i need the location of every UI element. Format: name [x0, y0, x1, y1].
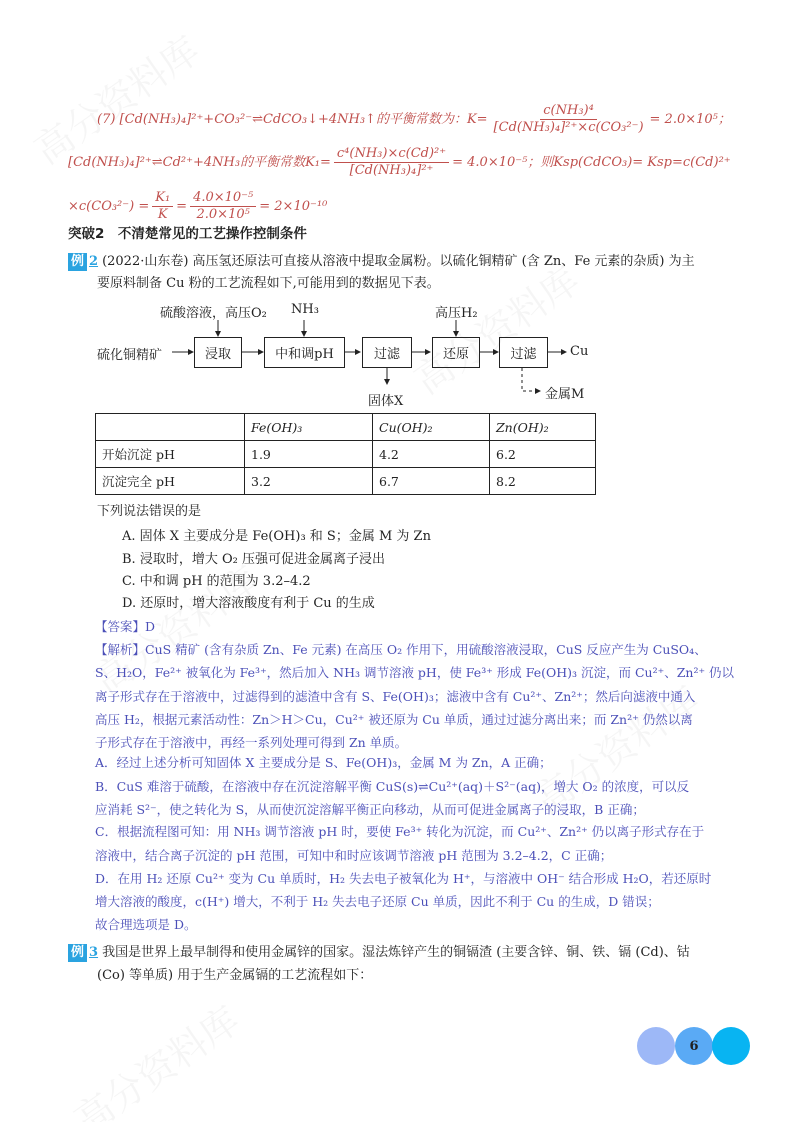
answer: 【答案】D — [95, 619, 156, 634]
table-row — [96, 468, 596, 495]
denominator: 2.0×10⁵ — [196, 207, 250, 222]
flow-metal-m: 金属M — [545, 387, 585, 402]
analysis-line: 增大溶液的酸度，c(H⁺) 增大，不利于 H₂ 失去电子还原 Cu 单质，因此不利于 Cu 的生成，D 错误； — [95, 894, 660, 909]
flow-solid-x: 固体X — [368, 394, 404, 409]
example-3-line-1 — [68, 944, 690, 962]
numerator: c⁴(NH₃)×c(Cd)²⁺ — [334, 146, 449, 163]
example-badge: 例 — [68, 253, 87, 271]
table-row — [96, 441, 596, 468]
analysis-line: 高压 H₂，根据元素活动性：Zn＞H＞Cu，Cu²⁺ 被还原为 Cu 单质，通过过滤分离出来；而 Zn²⁺ 仍然以离 — [95, 712, 693, 727]
option-d: D. 还原时，增大溶液酸度有利于 Cu 的生成 — [122, 596, 375, 611]
analysis-line: B．CuS 难溶于硫酸，在溶液中存在沉淀溶解平衡 CuS(s)⇌Cu²⁺(aq)＋S²⁻(aq)，增大 O₂ 的浓度，可以反 — [95, 779, 690, 794]
option-c: C. 中和调 pH 的范围为 3.2–4.2 — [122, 574, 311, 589]
example-text: (2022·山东卷) 高压氢还原法可直接从溶液中提取金属粉。以硫化铜精矿 (含 Zn、Fe 元素的杂质) 为主 — [102, 254, 695, 269]
table-header — [96, 414, 245, 441]
analysis-line: S、H₂O，Fe²⁺ 被氧化为 Fe³⁺，然后加入 NH₃ 调节溶液 pH，使 Fe³⁺ 形成 Fe(OH)₃ 沉淀，而 Cu²⁺、Zn²⁺ 仍以 — [95, 665, 735, 680]
page-dot-decoration — [637, 1027, 675, 1065]
flow-step-leach: 浸取 — [194, 337, 242, 368]
flow-step-neutralize: 中和调pH — [264, 337, 345, 368]
analysis-line: 离子形式存在于溶液中，过滤得到的滤渣中含有 S、Fe(OH)₃；滤液中含有 Cu²⁺、Zn²⁺；然后向滤液中通入 — [95, 689, 696, 704]
example-badge: 例 — [68, 944, 87, 962]
analysis-line: 应消耗 S²⁻，使之转化为 S，从而使沉淀溶解平衡正向移动，从而可促进金属离子的浸取，B 正确； — [95, 802, 645, 817]
option-a: A. 固体 X 主要成分是 Fe(OH)₃ 和 S；金属 M 为 Zn — [122, 529, 431, 544]
analysis-line: D．在用 H₂ 还原 Cu²⁺ 变为 Cu 单质时，H₂ 失去电子被氧化为 H⁺，与溶液中 OH⁻ 结合形成 H₂O，若还原时 — [95, 871, 712, 886]
numerator: c(NH₃)⁴ — [540, 103, 597, 120]
flow-reagent-h2: 高压H₂ — [435, 306, 478, 321]
formula-text: = 2.0×10⁵； — [649, 112, 731, 127]
numerator: 4.0×10⁻⁵ — [190, 190, 256, 207]
example-number: 3 — [89, 945, 99, 960]
table-cell: 沉淀完全 pH — [96, 468, 245, 495]
table-header: Fe(OH)₃ — [245, 414, 373, 441]
example-text: 我国是世界上最早制得和使用金属锌的国家。湿法炼锌产生的铜镉渣 (主要含锌、铜、铁、镉 (Cd)、钴 — [102, 945, 690, 960]
table-header-row — [96, 414, 596, 441]
watermark — [61, 990, 248, 1122]
flow-product-cu: Cu — [570, 344, 589, 359]
table-header: Cu(OH)₂ — [373, 414, 490, 441]
page-number: 6 — [675, 1027, 713, 1065]
formula-text: = 2×10⁻¹⁰ — [259, 199, 328, 214]
example-3-line-2: (Co) 等单质) 用于生产金属镉的工艺流程如下： — [97, 968, 373, 983]
analysis-line: C．根据流程图可知：用 NH₃ 调节溶液 pH 时，要使 Fe³⁺ 转化为沉淀，而 Cu²⁺、Zn²⁺ 仍以离子形式存在于 — [95, 824, 705, 839]
formula-text: [Cd(NH₃)₄]²⁺⇌Cd²⁺+4NH₃的平衡常数K₁= — [68, 155, 331, 170]
section-heading: 突破2 不清楚常见的工艺操作控制条件 — [68, 226, 307, 242]
flow-reagent-nh3: NH₃ — [291, 302, 319, 317]
analysis-line: 子形式存在于溶液中，再经一系列处理可得到 Zn 单质。 — [95, 735, 408, 750]
flow-input: 硫化铜精矿 — [97, 348, 163, 363]
table-cell: 1.9 — [245, 441, 373, 468]
denominator: K — [157, 207, 168, 222]
flow-reagent-acid-o2: 硫酸溶液，高压O₂ — [160, 306, 267, 321]
flow-step-reduce: 还原 — [432, 337, 480, 368]
example-2-line-2: 要原料制备 Cu 粉的工艺流程如下,可能用到的数据见下表。 — [97, 276, 440, 291]
precipitation-ph-table — [95, 413, 596, 495]
table-header: Zn(OH)₂ — [490, 414, 596, 441]
flow-step-filter-2: 过滤 — [499, 337, 548, 368]
analysis-line: 故合理选项是 D。 — [95, 917, 197, 932]
flow-step-filter-1: 过滤 — [362, 337, 412, 368]
denominator: [Cd(NH₃)₄]²⁺ — [349, 163, 434, 178]
numerator: K₁ — [152, 190, 173, 207]
page-dot-decoration — [712, 1027, 750, 1065]
table-cell: 6.7 — [373, 468, 490, 495]
option-b: B. 浸取时，增大 O₂ 压强可促进金属离子浸出 — [122, 552, 385, 567]
formula-text: (7) [Cd(NH₃)₄]²⁺+CO₃²⁻⇌CdCO₃↓+4NH₃↑的平衡常数为：K= — [97, 112, 488, 127]
question-stem: 下列说法错误的是 — [97, 504, 202, 519]
table-cell: 开始沉淀 pH — [96, 441, 245, 468]
table-cell: 8.2 — [490, 468, 596, 495]
formula-text: = 4.0×10⁻⁵；则Ksp(CdCO₃)= Ksp=c(Cd)²⁺ — [452, 155, 731, 170]
analysis-line: 溶液中，结合离子沉淀的 pH 范围，可知中和时应该调节溶液 pH 范围为 3.2–4.2，C 正确； — [95, 848, 613, 863]
formula-text: ×c(CO₃²⁻) = — [68, 199, 150, 214]
analysis-line: A．经过上述分析可知固体 X 主要成分是 S、Fe(OH)₃，金属 M 为 Zn，A 正确； — [95, 755, 552, 770]
analysis-line: 【解析】CuS 精矿 (含有杂质 Zn、Fe 元素) 在高压 O₂ 作用下，用硫酸溶液浸取，CuS 反应产生为 CuSO₄、 — [95, 642, 707, 657]
formula-text: = — [176, 199, 188, 214]
table-cell: 4.2 — [373, 441, 490, 468]
denominator: [Cd(NH₃)₄]²⁺×c(CO₃²⁻) — [493, 120, 644, 135]
example-number: 2 — [89, 254, 99, 269]
table-cell: 3.2 — [245, 468, 373, 495]
table-cell: 6.2 — [490, 441, 596, 468]
